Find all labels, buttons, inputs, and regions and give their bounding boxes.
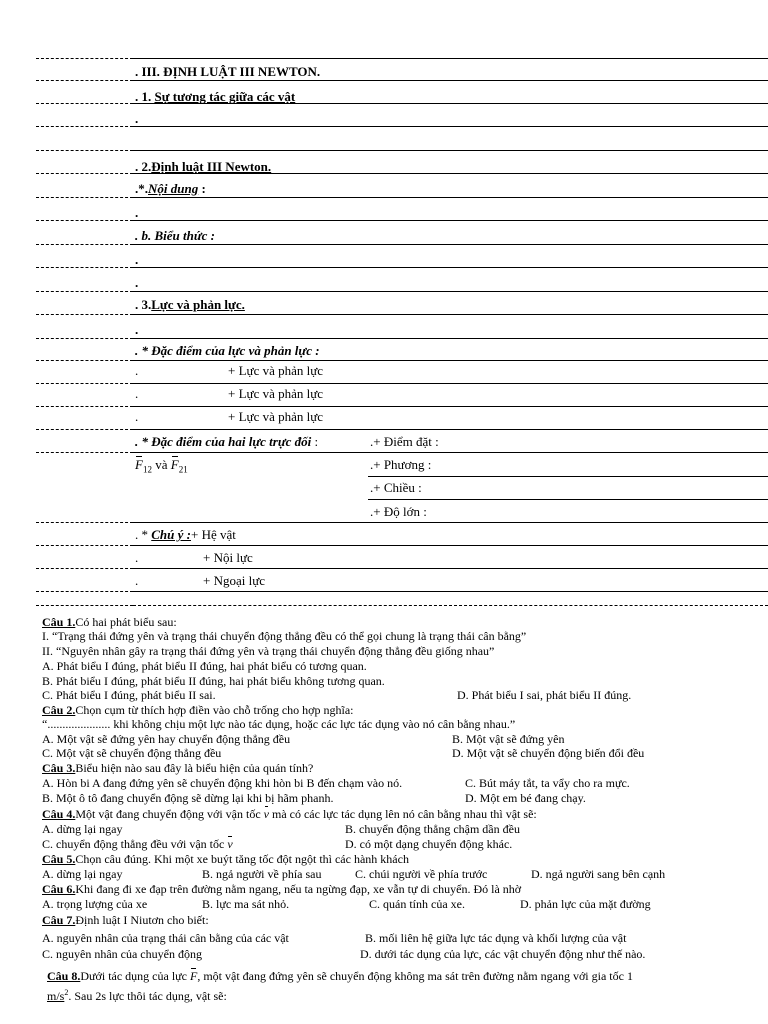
answer-d: D. Một em bé đang chạy. (465, 791, 586, 805)
row-dot: . (135, 363, 139, 378)
va-text: và (151, 457, 171, 472)
table-rule (36, 150, 133, 151)
table-rule (36, 173, 133, 174)
table-rule (36, 80, 133, 81)
answer-row (42, 777, 768, 790)
answer-row (42, 733, 768, 746)
table-rule (36, 103, 133, 104)
table-rule (36, 545, 133, 546)
section-title: Định luật III Newton. (151, 159, 272, 174)
row-dot: . (135, 573, 139, 588)
outline-row: . (133, 103, 768, 126)
question-text: Chọn câu đúng. Khi một xe buýt tăng tốc đột ngột thì các hành khách (75, 852, 409, 866)
row-text: + Nội lực (203, 550, 253, 565)
row-colon: : (198, 181, 206, 196)
table-rule (36, 605, 133, 606)
outline-row: . * Đặc điểm của lực và phản lực : (133, 338, 768, 358)
question-text: , một vật đang đứng yên sẽ chuyển động không ma sát trên đường nằm ngang với gia tốc 1 (197, 969, 633, 983)
row-text: + Lực và phản lực (228, 409, 324, 424)
velocity-symbol: v (263, 807, 269, 821)
table-rule (36, 314, 133, 315)
table-rule (36, 406, 133, 407)
table-rule (36, 452, 133, 453)
table-rule (36, 429, 133, 430)
question-label: Câu 3. (42, 761, 76, 775)
row-dot: . (135, 386, 139, 401)
question-4 (42, 808, 768, 821)
answer-a: A. dừng lại ngay (42, 822, 123, 836)
outline-row: . b. Biểu thức : (133, 220, 768, 243)
outline-row: . (133, 197, 768, 220)
outline-row (133, 499, 768, 519)
answer-b: B. ngả người về phía sau (202, 867, 322, 881)
answer-b: B. chuyển động thẳng chậm dần đều (345, 822, 520, 836)
question-8 (47, 970, 768, 983)
answer-b: B. lực ma sát nhỏ. (202, 897, 290, 911)
table-rule (133, 605, 768, 606)
question-text: Dưới tác dụng của lực (80, 969, 187, 983)
unit: m/s (47, 989, 65, 1003)
question-5 (42, 853, 768, 866)
section-number: . 2. (135, 159, 152, 174)
question-2 (42, 704, 768, 717)
row-dot: . (135, 550, 139, 565)
table-rule (36, 591, 133, 592)
outline-row (133, 126, 768, 127)
table-rule (36, 360, 133, 361)
outline-row: . III. ĐỊNH LUẬT III NEWTON. (133, 58, 768, 79)
row-colon: : (311, 434, 319, 449)
table-rule (36, 267, 133, 268)
answer-row (42, 823, 768, 836)
question-3 (42, 762, 768, 775)
force-f12: F (135, 457, 143, 472)
force-f21: F (170, 457, 179, 472)
question-1 (42, 616, 768, 629)
question-7 (42, 914, 768, 927)
question-label: Câu 4. (42, 807, 76, 821)
answer-c: C. chúi người về phía trước (355, 867, 488, 881)
outline-row (133, 173, 768, 196)
subsection-title: Nội dung (148, 181, 199, 196)
section-number: . 3. (135, 297, 152, 312)
answer-d: D. Một vật sẽ chuyển động biến đổi đều (452, 746, 645, 760)
question-label: Câu 6. (42, 882, 76, 896)
outline-row (133, 406, 768, 424)
question-6 (42, 883, 768, 896)
outline-row (133, 150, 768, 174)
answer-a: A. Một vật sẽ đứng yên hay chuyển động thẳng đều (42, 732, 291, 746)
row-prefix: . * (135, 527, 152, 542)
row-text: + Lực và phản lực (228, 386, 324, 401)
answer-a: A. nguyên nhân của trạng thái cân bằng của các vật (42, 931, 289, 945)
note-title: Chú ý : (151, 527, 191, 542)
answer-d: D. có một dạng chuyển động khác. (345, 837, 513, 851)
section-title: Lực và phản lực. (151, 297, 245, 312)
row-text: .+ Độ lớn : (370, 504, 427, 519)
outline-row: . (133, 267, 768, 290)
unit-exponent: 2 (64, 988, 69, 997)
answer-a: A. Phát biểu I đúng, phát biểu II đúng, hai phát biểu có tương quan. (42, 659, 367, 673)
answer-a: A. dừng lại ngay (42, 867, 123, 881)
outline-row (133, 476, 768, 495)
answer-b: B. Một vật sẽ đứng yên (452, 732, 565, 746)
outline-row (133, 522, 768, 542)
answer-row (42, 792, 768, 805)
question-text: Biểu hiện nào sau đây là biểu hiện của quán tính? (75, 761, 314, 775)
question-label: Câu 2. (42, 703, 76, 717)
row-text: .+ Điểm đặt : (370, 434, 439, 449)
question-text: Chọn cụm từ thích hợp điền vào chỗ trống cho hợp nghĩa: (75, 703, 354, 717)
question-8-cont (47, 986, 768, 1003)
outline-row: . (133, 244, 768, 267)
question-text: Khi đang đi xe đạp trên đường nằm ngang, nếu ta ngừng đạp, xe vẫn tự di chuyển. Đó là nhờ (75, 882, 522, 896)
outline-row (133, 360, 768, 378)
table-rule (133, 591, 768, 592)
statement-i: I. “Trạng thái đứng yên và trạng thái chuyển động thẳng đều có thể gọi chung là trạng thái cân bằng” (42, 629, 527, 643)
row-prefix: .*. (135, 181, 148, 196)
answer-c: C. nguyên nhân của chuyển động (42, 947, 202, 961)
answer-c: C. chuyển động thẳng đều với vận tốc (42, 837, 225, 851)
subscript-21: 21 (178, 464, 188, 475)
table-rule (36, 291, 133, 292)
answer-d: D. phản lực của mặt đường (520, 897, 651, 911)
table-rule (36, 568, 133, 569)
question-label: Câu 7. (42, 913, 76, 927)
outline-row (133, 545, 768, 565)
question-text: . Sau 2s lực thôi tác dụng, vật sẽ: (68, 989, 227, 1003)
answer-row (42, 747, 768, 760)
outline-row (133, 568, 768, 588)
answer-row (42, 932, 768, 945)
outline-row (133, 291, 768, 312)
answer-row (42, 898, 768, 911)
answer-c: C. Phát biểu I đúng, phát biểu II sai. (42, 688, 216, 702)
answer-b: B. mối liên hệ giữa lực tác dụng và khối lượng của vật (365, 931, 627, 945)
table-rule (36, 383, 133, 384)
answer-c: C. Một vật sẽ chuyển động thẳng đều (42, 746, 222, 760)
outline-row (133, 429, 768, 449)
answer-b: B. Một ô tô đang chuyển động sẽ dừng lại khi bị hãm phanh. (42, 791, 334, 805)
question-text: Một vật đang chuyển động với vận tốc (75, 807, 261, 821)
outline-row (133, 452, 768, 476)
question-text: mà có các lực tác dụng lên nó cân bằng nhau thì vật sẽ: (268, 807, 537, 821)
answer-a: A. Hòn bi A đang đứng yên sẽ chuyển động khi hòn bi B đến chạm vào nó. (42, 776, 403, 790)
section-number: . 1. (135, 89, 155, 104)
answer-a: A. trọng lượng của xe (42, 897, 148, 911)
velocity-symbol: v (227, 837, 233, 851)
section-title: Sự tương tác giữa các vật (154, 89, 296, 104)
table-rule (36, 58, 133, 59)
row-text: + Ngoại lực (203, 573, 266, 588)
force-symbol: F (190, 969, 198, 983)
answer-d: D. ngả người sang bên cạnh (531, 867, 666, 881)
answer-c: C. quán tính của xe. (369, 897, 465, 911)
statement-ii: II. “Nguyên nhân gây ra trạng thái đứng yên và trạng thái chuyển động thẳng đều giống nhau” (42, 644, 495, 658)
question-sentence: “..................... khi không chịu một lực nào tác dụng, hoặc các lực tác dụng vào nó cân bằng nhau.” (42, 717, 516, 731)
subscript-12: 12 (142, 464, 152, 475)
row-text: .+ Chiều : (370, 480, 422, 495)
row-text: .+ Phương : (370, 457, 432, 472)
table-rule (36, 197, 133, 198)
question-label: Câu 5. (42, 852, 76, 866)
row-title: . * Đặc điểm của hai lực trực đối (135, 434, 312, 449)
outline-row (133, 80, 768, 104)
table-rule (36, 338, 133, 339)
answer-row (42, 948, 768, 961)
question-text: Định luật I Niutơn cho biết: (75, 913, 209, 927)
table-rule (36, 126, 133, 127)
answer-row (42, 838, 768, 851)
answer-row (42, 689, 768, 702)
answer-d: D. Phát biểu I sai, phát biểu II đúng. (457, 688, 632, 702)
row-text: + Hệ vật (190, 527, 236, 542)
question-label: Câu 1. (42, 615, 76, 629)
question-label: Câu 8. (47, 969, 81, 983)
table-rule (36, 244, 133, 245)
answer-d: D. dưới tác dụng của lực, các vật chuyển động như thế nào. (360, 947, 646, 961)
row-dot: . (135, 409, 139, 424)
row-text: + Lực và phản lực (228, 363, 324, 378)
table-rule (36, 220, 133, 221)
answer-b: B. Phát biểu I đúng, phát biểu II đúng, hai phát biểu không tương quan. (42, 674, 385, 688)
table-rule (36, 522, 133, 523)
outline-row (133, 383, 768, 401)
answer-row (42, 868, 768, 881)
question-text: Có hai phát biểu sau: (75, 615, 177, 629)
outline-row: . (133, 314, 768, 337)
answer-c: C. Bút máy tắt, ta vẩy cho ra mực. (465, 776, 630, 790)
